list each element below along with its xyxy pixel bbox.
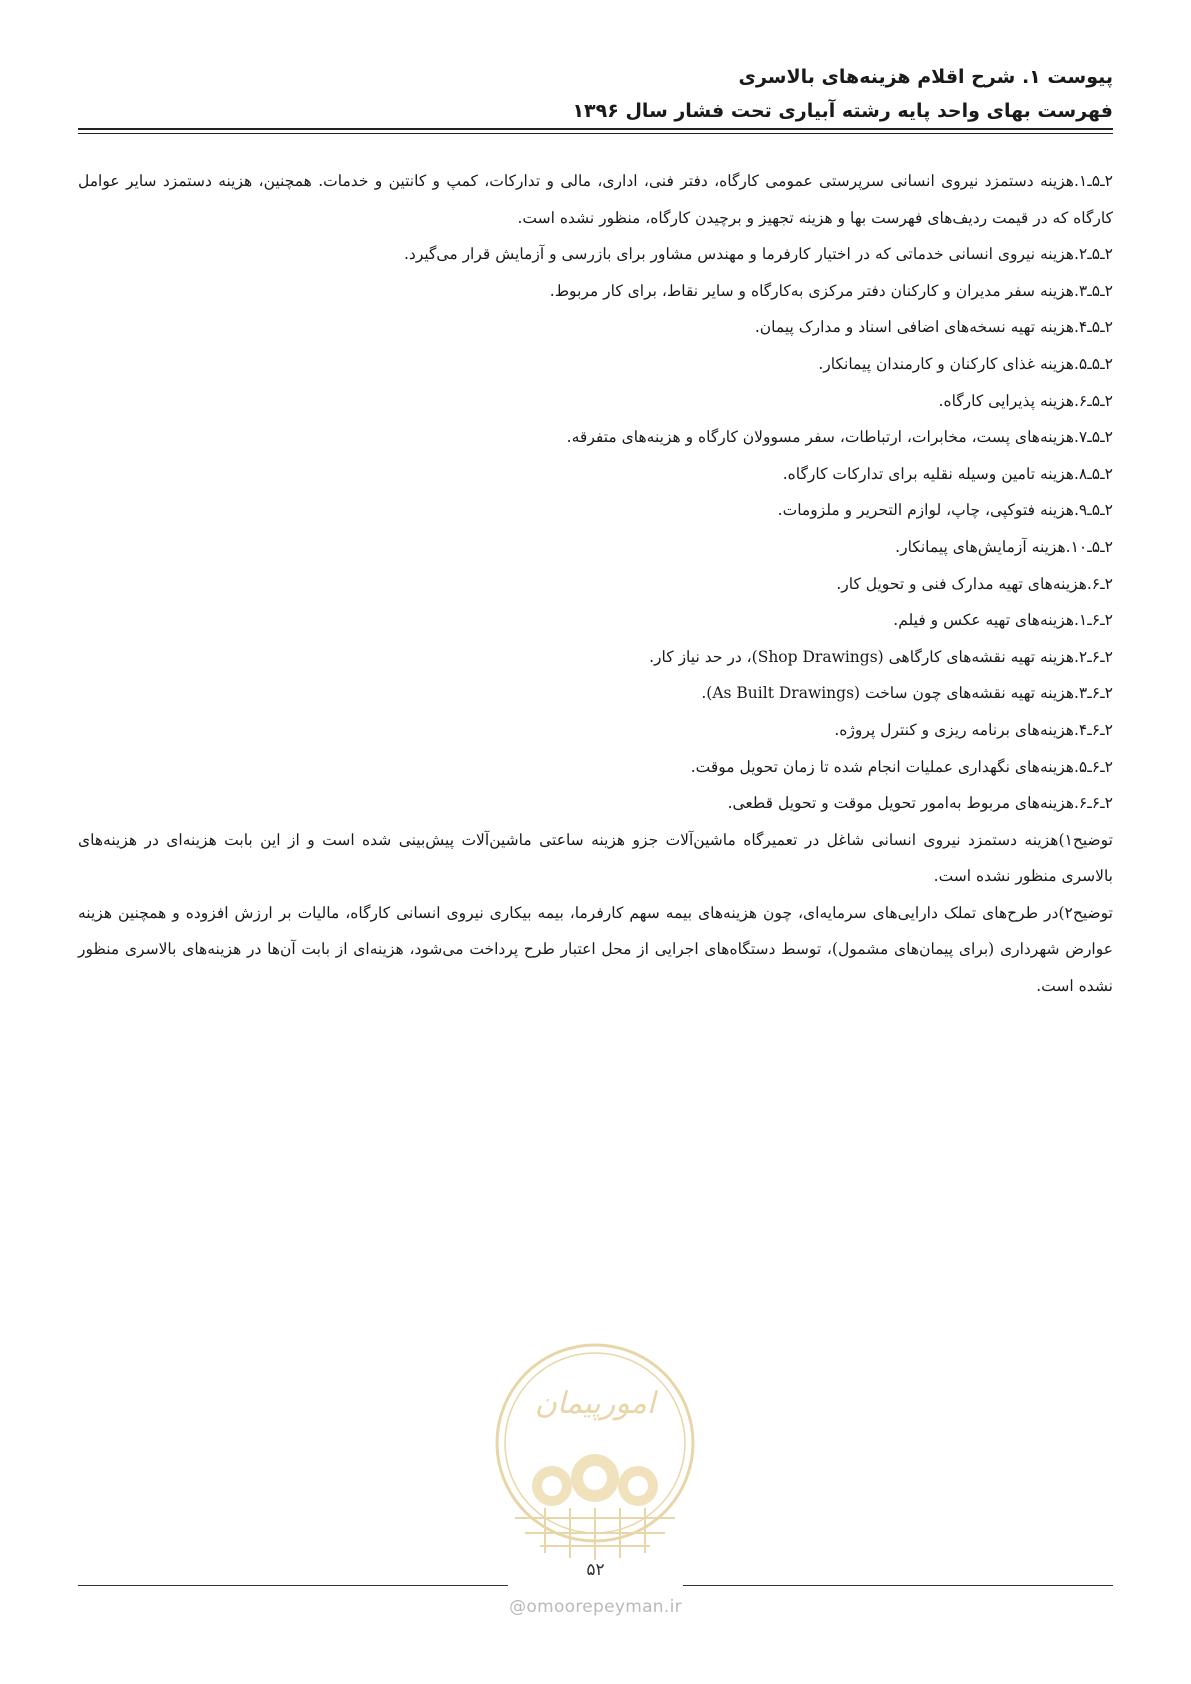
paragraph-2-5-3: ۲ـ۵ـ۳.هزینه سفر مدیران و کارکنان دفتر مرکزی به‌کارگاه و سایر نقاط، برای کار مربوط. xyxy=(549,281,1113,300)
header-divider-thin xyxy=(78,133,1113,134)
watermark-logo xyxy=(480,1328,710,1578)
paragraph-2-5-2: ۲ـ۵ـ۲.هزینه نیروی انسانی خدماتی که در اختیار کارفرما و مهندس مشاور برای بازرسی و آزمایش قرار می‌گیرد. xyxy=(403,245,1113,264)
paragraph-2-5-10: ۲ـ۵ـ۱۰.هزینه آزمایش‌های پیمانکار. xyxy=(895,537,1113,556)
paragraph-2-6-2: ۲ـ۶ـ۲.هزینه تهیه نقشه‌های کارگاهی (Shop Drawings)، در حد نیاز کار. xyxy=(649,647,1113,666)
note-2: توضیح۲)در طرح‌های تملک دارایی‌های سرمایه‌ای، چون هزینه‌های بیمه سهم کارفرما، بیمه بیکاری نیروی انسانی کارگاه، مالیات بر ارزش افزوده و همچنین هزینه عوارض شهرداری (برای پیمان‌های مشمول)، توسط دستگاه‌های اجرایی از محل اعتبار طرح پرداخت می‌شود، هزینه‌ای از بابت آن‌ها در هزینه‌های بالاسری منظور نشده است. xyxy=(78,903,1113,996)
paragraph-2-5-5: ۲ـ۵ـ۵.هزینه غذای کارکنان و کارمندان پیمانکار. xyxy=(818,354,1113,373)
paragraph-2-5-6: ۲ـ۵ـ۶.هزینه پذیرایی کارگاه. xyxy=(938,391,1113,410)
paragraph-2-5-8: ۲ـ۵ـ۸.هزینه تامین وسیله نقلیه برای تدارکات کارگاه. xyxy=(782,464,1113,483)
paragraph-2-6-4: ۲ـ۶ـ۴.هزینه‌های برنامه ریزی و کنترل پروژه. xyxy=(834,720,1113,739)
header-title: پیوست ۱. شرح اقلام هزینه‌های بالاسری xyxy=(738,66,1113,88)
paragraph-2-5-7: ۲ـ۵ـ۷.هزینه‌های پست، مخابرات، ارتباطات، سفر مسوولان کارگاه و هزینه‌های متفرقه. xyxy=(566,428,1113,447)
note-1: توضیح۱)هزینه دستمزد نیروی انسانی شاغل در تعمیرگاه ماشین‌آلات جزو هزینه ساعتی ماشین‌آلات پیش‌بینی شده است و از این بابت هزینه‌ای در هزینه‌های بالاسری منظور نشده است. xyxy=(78,830,1113,886)
header-subtitle: فهرست بهای واحد پایه رشته آبیاری تحت فشار سال ۱۳۹۶ xyxy=(572,100,1113,122)
watermark-handle: @omoorepeyman.ir xyxy=(509,1597,682,1617)
footer-divider-right xyxy=(683,1585,1113,1586)
paragraph-2-6-1: ۲ـ۶ـ۱.هزینه‌های تهیه عکس و فیلم. xyxy=(893,611,1113,630)
paragraph-2-6: ۲ـ۶.هزینه‌های تهیه مدارک فنی و تحویل کار. xyxy=(836,574,1113,593)
page-number: ۵۲ xyxy=(586,1560,605,1580)
paragraph-2-6-5: ۲ـ۶ـ۵.هزینه‌های نگهداری عملیات انجام شده تا زمان تحویل موقت. xyxy=(690,757,1113,776)
paragraph-2-6-3: ۲ـ۶ـ۳.هزینه تهیه نقشه‌های چون ساخت (As Built Drawings). xyxy=(701,684,1113,703)
footer-divider-left xyxy=(78,1585,508,1586)
document-body xyxy=(78,163,1113,1005)
header-divider xyxy=(78,128,1113,130)
page-header xyxy=(78,60,1113,128)
paragraph-2-6-6: ۲ـ۶ـ۶.هزینه‌های مربوط به‌امور تحویل موقت و تحویل قطعی. xyxy=(727,794,1113,813)
paragraph-2-5-9: ۲ـ۵ـ۹.هزینه فتوکپی، چاپ، لوازم التحریر و ملزومات. xyxy=(777,501,1113,520)
paragraph-2-5-4: ۲ـ۵ـ۴.هزینه تهیه نسخه‌های اضافی اسناد و مدارک پیمان. xyxy=(754,318,1113,337)
paragraph-2-5-1: ۲ـ۵ـ۱.هزینه دستمزد نیروی انسانی سرپرستی عمومی کارگاه، دفتر فنی، اداری، مالی و تدارکات، کمپ و کانتین و خدمات. همچنین، هزینه دستمزد سایر عوامل کارگاه که در قیمت ردیف‌های فهرست بها و هزینه تجهیز و برچیدن کارگاه، منظور نشده است. xyxy=(78,172,1113,227)
watermark-logo-text: امورپیمان xyxy=(534,1386,656,1421)
